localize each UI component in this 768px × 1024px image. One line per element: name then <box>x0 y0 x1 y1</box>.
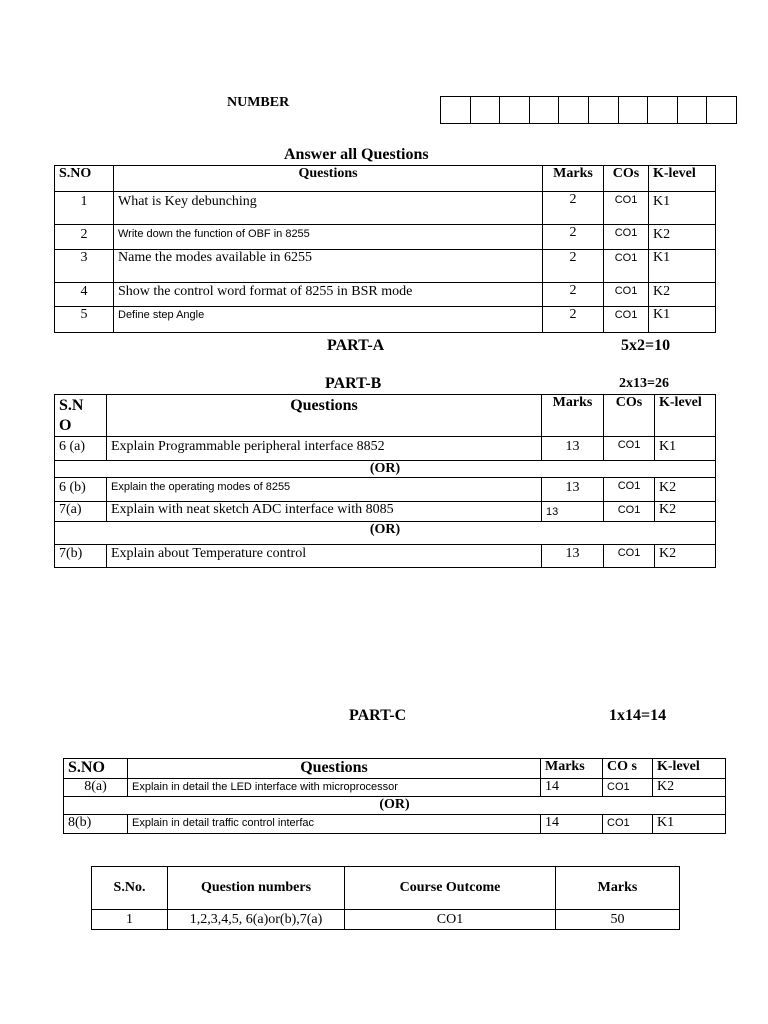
klevel-cell: K1 <box>649 192 716 225</box>
or-row <box>55 461 716 478</box>
marks-cell: 2 <box>543 307 604 333</box>
part-a-title: PART-A <box>327 337 385 354</box>
marks-cell: 14 <box>541 815 603 834</box>
col-questions: Questions <box>107 395 542 437</box>
col-marks: Marks <box>541 759 603 779</box>
sno-cell: 6 (b) <box>55 478 107 502</box>
question-cell: Show the control word format of 8255 in BSR mode <box>114 283 543 307</box>
sno-cell: 8(a) <box>64 779 128 797</box>
marks-cell: 2 <box>543 283 604 307</box>
marks-cell: 14 <box>541 779 603 797</box>
marks-cell: 13 <box>542 545 604 568</box>
sno-cell: 1 <box>92 910 168 930</box>
table-row <box>92 910 680 930</box>
col-klevel: K-level <box>653 759 726 779</box>
reg-box[interactable] <box>441 97 471 123</box>
col-questions: Questions <box>128 759 541 779</box>
question-cell: What is Key debunching <box>114 192 543 225</box>
reg-box[interactable] <box>648 97 678 123</box>
part-b-title: PART-B <box>325 375 382 392</box>
question-cell: Define step Angle <box>114 307 543 333</box>
question-cell: Explain Programmable peripheral interface 8852 <box>107 437 542 461</box>
course-outcome-summary-table <box>91 866 680 930</box>
co-cell: CO1 <box>604 545 655 568</box>
klevel-cell: K2 <box>655 502 716 522</box>
co-cell: CO1 <box>603 815 653 834</box>
co-cell: CO1 <box>604 250 649 283</box>
sno-cell: 7(a) <box>55 502 107 522</box>
klevel-cell: K1 <box>649 307 716 333</box>
sno-cell: 1 <box>55 192 114 225</box>
table-row <box>55 478 716 502</box>
table-row <box>55 307 716 333</box>
reg-box[interactable] <box>589 97 619 123</box>
klevel-cell: K1 <box>655 437 716 461</box>
course-outcome-cell: CO1 <box>345 910 556 930</box>
klevel-cell: K2 <box>655 478 716 502</box>
or-label: (OR) <box>64 797 726 815</box>
klevel-cell: K1 <box>649 250 716 283</box>
question-cell: Explain in detail the LED interface with microprocessor <box>128 779 541 797</box>
table-header-row <box>64 759 726 779</box>
or-row <box>55 522 716 545</box>
table-row <box>64 779 726 797</box>
question-cell: Name the modes available in 6255 <box>114 250 543 283</box>
register-number-boxes[interactable] <box>440 96 737 124</box>
reg-box[interactable] <box>707 97 736 123</box>
klevel-cell: K2 <box>655 545 716 568</box>
reg-box[interactable] <box>500 97 530 123</box>
sno-cell: 2 <box>55 225 114 250</box>
col-sno: S.NO <box>64 759 128 779</box>
co-cell: CO1 <box>604 192 649 225</box>
marks-cell: 13 <box>542 437 604 461</box>
sno-cell: 4 <box>55 283 114 307</box>
marks-cell: 13 <box>542 502 604 522</box>
table-header-row <box>55 395 716 437</box>
col-marks: Marks <box>556 867 680 910</box>
question-cell: Write down the function of OBF in 8255 <box>114 225 543 250</box>
col-cos: CO s <box>603 759 653 779</box>
col-cos: COs <box>604 395 655 437</box>
co-cell: CO1 <box>604 437 655 461</box>
question-numbers-cell: 1,2,3,4,5, 6(a)or(b),7(a) <box>168 910 345 930</box>
col-marks: Marks <box>543 166 604 192</box>
or-label: (OR) <box>55 522 716 545</box>
co-cell: CO1 <box>603 779 653 797</box>
part-c-table <box>63 758 726 834</box>
question-cell: Explain about Temperature control <box>107 545 542 568</box>
col-sno: S.No. <box>92 867 168 910</box>
col-course-outcome: Course Outcome <box>345 867 556 910</box>
klevel-cell: K2 <box>653 779 726 797</box>
marks-cell: 13 <box>542 478 604 502</box>
table-header-row <box>55 166 716 192</box>
col-questions: Questions <box>114 166 543 192</box>
sno-cell: 3 <box>55 250 114 283</box>
answer-all-heading: Answer all Questions <box>284 146 429 163</box>
co-cell: CO1 <box>604 502 655 522</box>
table-row <box>55 502 716 522</box>
question-cell: Explain the operating modes of 8255 <box>107 478 542 502</box>
marks-cell: 50 <box>556 910 680 930</box>
part-a-marks-formula: 5x2=10 <box>621 337 671 354</box>
co-cell: CO1 <box>604 478 655 502</box>
klevel-cell: K2 <box>649 225 716 250</box>
reg-box[interactable] <box>471 97 501 123</box>
co-cell: CO1 <box>604 225 649 250</box>
marks-cell: 2 <box>543 192 604 225</box>
table-row <box>55 437 716 461</box>
part-a-table <box>54 165 716 333</box>
table-row <box>55 283 716 307</box>
marks-cell: 2 <box>543 225 604 250</box>
col-sno: S.NO <box>55 166 114 192</box>
col-marks: Marks <box>542 395 604 437</box>
table-row <box>55 250 716 283</box>
table-row <box>55 225 716 250</box>
table-header-row <box>92 867 680 910</box>
reg-box[interactable] <box>619 97 649 123</box>
question-cell: Explain in detail traffic control interfac <box>128 815 541 834</box>
part-c-title: PART-C <box>349 707 407 724</box>
reg-box[interactable] <box>678 97 708 123</box>
col-klevel: K-level <box>649 166 716 192</box>
co-cell: CO1 <box>604 283 649 307</box>
part-b-table <box>54 394 716 568</box>
sno-cell: 6 (a) <box>55 437 107 461</box>
reg-box[interactable] <box>530 97 560 123</box>
sno-cell: 8(b) <box>64 815 128 834</box>
co-cell: CO1 <box>604 307 649 333</box>
table-row <box>55 192 716 225</box>
col-question-numbers: Question numbers <box>168 867 345 910</box>
or-label: (OR) <box>55 461 716 478</box>
sno-cell: 5 <box>55 307 114 333</box>
question-cell: Explain with neat sketch ADC interface with 8085 <box>107 502 542 522</box>
sno-cell: 7(b) <box>55 545 107 568</box>
table-row <box>55 545 716 568</box>
col-sno: S.N O <box>55 395 107 437</box>
klevel-cell: K2 <box>649 283 716 307</box>
reg-box[interactable] <box>559 97 589 123</box>
klevel-cell: K1 <box>653 815 726 834</box>
part-c-marks-formula: 1x14=14 <box>609 707 667 724</box>
part-b-marks-formula: 2x13=26 <box>619 376 669 391</box>
col-cos: COs <box>604 166 649 192</box>
col-klevel: K-level <box>655 395 716 437</box>
number-label: NUMBER <box>227 95 290 110</box>
marks-cell: 2 <box>543 250 604 283</box>
or-row <box>64 797 726 815</box>
table-row <box>64 815 726 834</box>
